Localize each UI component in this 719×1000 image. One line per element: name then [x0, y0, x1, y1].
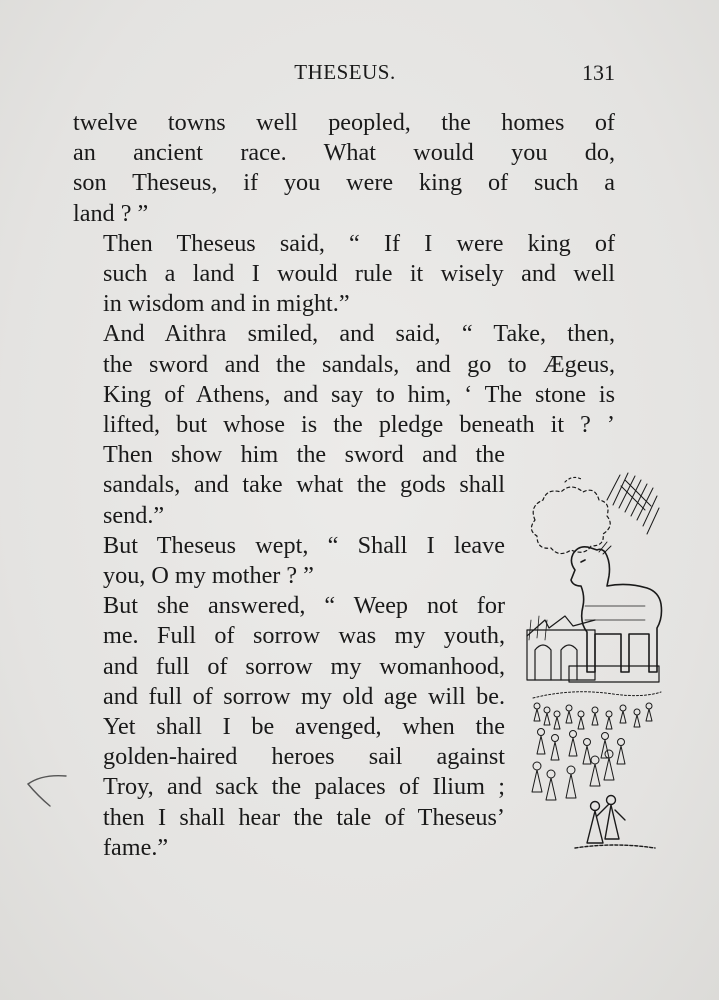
text-line: in wisdom and in might.” — [103, 290, 350, 318]
text-line: golden-haired heroes sail against — [103, 743, 505, 771]
text-line: fame.” — [103, 833, 169, 861]
running-title: THESEUS. — [294, 60, 396, 84]
smoke-hatching — [607, 473, 659, 534]
text-line: then I shall hear the tale of Theseus’ — [103, 803, 505, 831]
cloud-outline — [531, 487, 610, 554]
text-line: me. Full of sorrow was my youth, — [103, 622, 505, 650]
paragraph-1 — [73, 108, 615, 229]
text-line: sandals, and take what the gods shall — [103, 471, 505, 499]
text-line: twelve towns well peopled, the homes of — [73, 109, 615, 136]
text-line: Troy, and sack the palaces of Ilium ; — [103, 773, 505, 801]
text-line: Then Theseus said, “ If I were king of — [103, 229, 615, 257]
text-line: But Theseus wept, “ Shall I leave — [103, 531, 505, 559]
text-line: But she answered, “ Weep not for — [103, 592, 505, 620]
text-line: Yet shall I be avenged, when the — [103, 713, 505, 741]
text-line: the sword and the sandals, and go to Ægeus, — [103, 350, 615, 378]
crowd-figures — [532, 692, 661, 848]
text-line: you, O my mother ? ” — [103, 562, 314, 590]
pencil-mark-icon — [22, 770, 72, 820]
text-line: And Aithra smiled, and said, “ Take, then, — [103, 320, 615, 348]
text-line: lifted, but whose is the pledge beneath it ? ’ — [103, 411, 615, 439]
text-line: such a land I would rule it wisely and well — [103, 260, 615, 288]
text-line: send.” — [103, 501, 165, 529]
city-wall — [527, 616, 595, 680]
text-line: son Theseus, if you were king of such a — [73, 169, 615, 197]
paragraph-2 — [73, 229, 615, 320]
text-line: land ? ” — [73, 199, 149, 227]
wooden-horse — [571, 542, 662, 672]
text-line: King of Athens, and say to him, ‘ The stone is — [103, 380, 615, 408]
text-line: and full of sorrow my old age will be. — [103, 682, 505, 710]
text-line: an ancient race. What would you do, — [73, 139, 615, 167]
text-line: and full of sorrow my womanhood, — [103, 652, 505, 680]
text-line: Then show him the sword and the — [103, 441, 505, 469]
trojan-horse-illustration-icon — [525, 470, 665, 880]
page-number: 131 — [582, 60, 615, 85]
running-head — [75, 60, 615, 90]
